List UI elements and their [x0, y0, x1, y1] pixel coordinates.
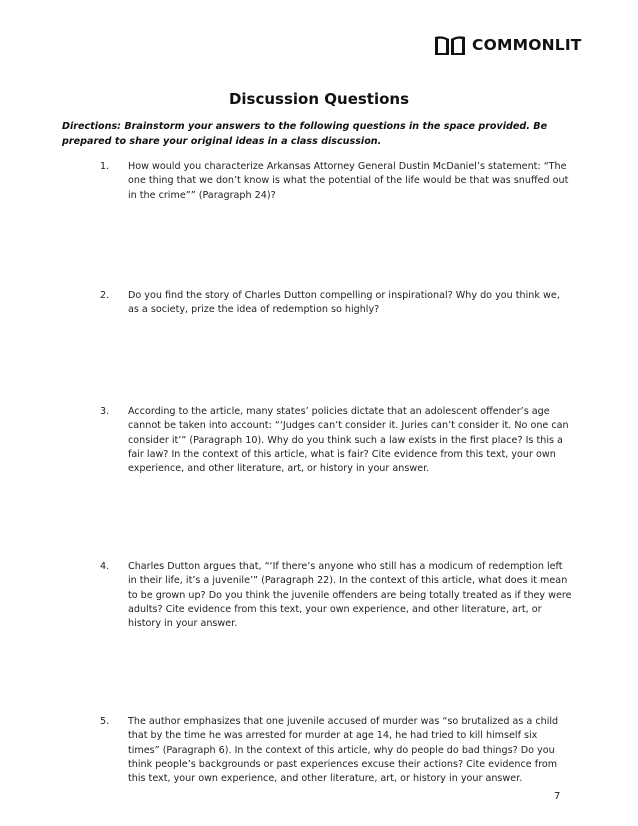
logo-text: COMMONLIT [472, 36, 582, 54]
commonlit-logo [434, 34, 582, 56]
question-number: 5. [100, 716, 110, 727]
question-item [62, 405, 582, 476]
book-icon [434, 34, 466, 56]
question-number: 3. [100, 406, 110, 417]
question-number: 2. [100, 290, 110, 301]
question-item [62, 160, 582, 203]
question-text: According to the article, many states’ policies dictate that an adolescent offender’s age cannot be taken into account: “‘Judges can’t consider it. Juries can’t consider it. No one can consider it’” (Paragraph 10). Why do you think such a law exists in the first place? Is this a fair law? In the context of this article, what is fair? Cite evidence from this text, your own experience, and other literature, art, or history in your answer. [128, 406, 569, 475]
directions-text: Directions: Brainstorm your answers to the following questions in the space provided. Be prepared to share your original ideas in a class discussion. [62, 121, 548, 147]
question-text: The author emphasizes that one juvenile accused of murder was “so brutalized as a child that by the time he was arrested for murder at age 14, he had tried to kill himself six times” (Paragraph 6). In the context of this article, why do people do bad things? Do you think people’s backgrounds or past experiences excuse their actions? Cite evidence from this text, your own experience, and other literature, art, or history in your answer. [128, 716, 559, 785]
question-number: 1. [100, 161, 110, 172]
question-text: Do you find the story of Charles Dutton compelling or inspirational? Why do you think we, as a society, prize the idea of redemption so highly? [128, 290, 560, 316]
page-number: 7 [554, 791, 561, 802]
question-number: 4. [100, 561, 110, 572]
question-item [62, 560, 582, 631]
question-item [62, 715, 582, 786]
question-item [62, 289, 582, 318]
question-text: How would you characterize Arkansas Attorney General Dustin McDaniel’s statement: “The one thing that we don’t know is what the potential of the life would be that was snuffed out in the crime”” (Paragraph 24)? [128, 161, 569, 201]
page-title: Discussion Questions [228, 90, 410, 108]
question-text: Charles Dutton argues that, “‘If there’s anyone who still has a modicum of redemption left in their life, it’s a juvenile’” (Paragraph 22). In the context of this article, what does it mean to be grown up? Do you think the juvenile offenders are being totally treated as if they were adults? Cite evidence from this text, your own experience, and other literature, art, or history in your answer. [128, 561, 572, 630]
